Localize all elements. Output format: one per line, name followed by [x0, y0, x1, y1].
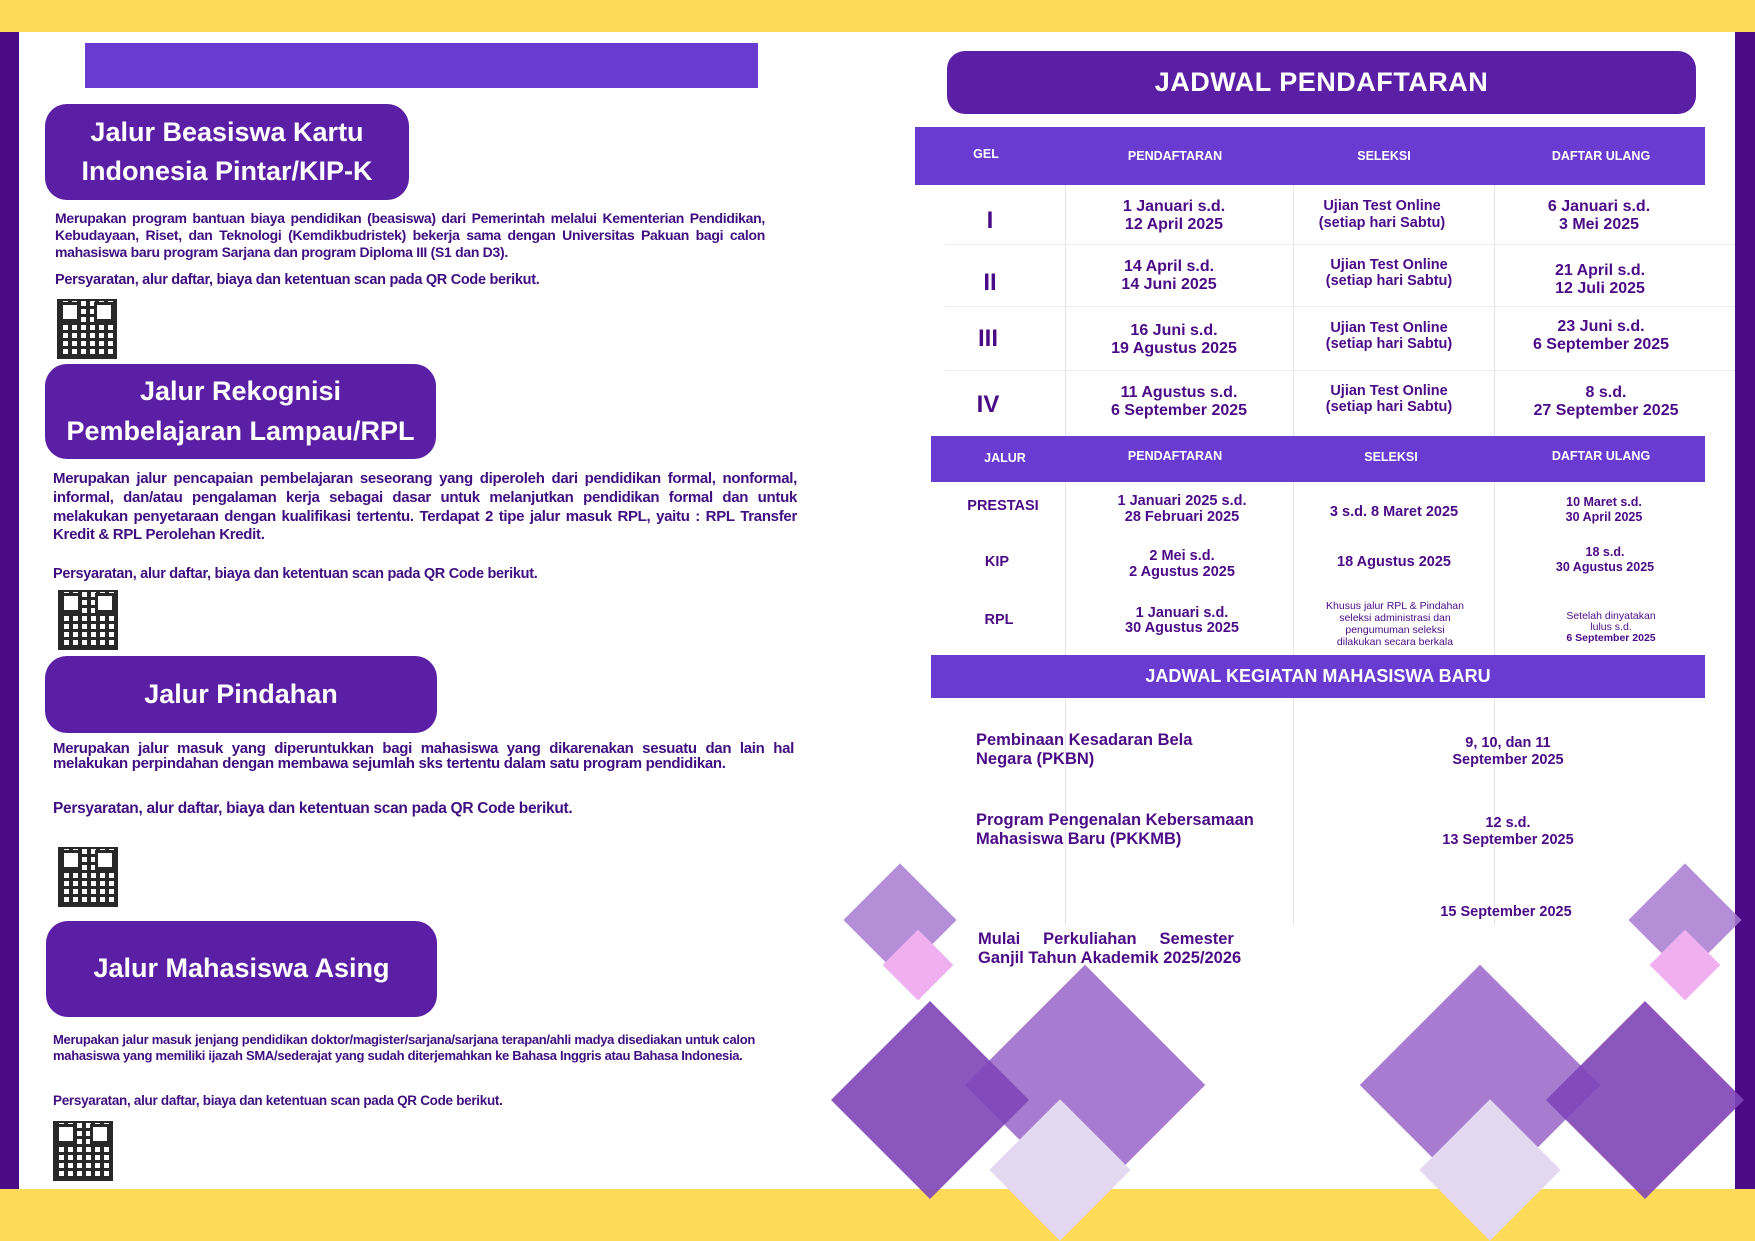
seleksi-note: seleksi administrasi dan [1339, 612, 1451, 624]
jalur-name: RPL [984, 612, 1014, 628]
activity-name: Mulai Perkuliahan Semester Ganjil Tahun Akademik 2025/2026 [978, 929, 1242, 967]
table-divider [1494, 185, 1495, 925]
seleksi-type: Ujian Test Online [1330, 320, 1448, 336]
daftar-ulang-end: 30 April 2025 [1565, 510, 1643, 524]
pendaftaran-start: 11 Agustus s.d. [1120, 384, 1238, 401]
jalur-name: KIP [984, 554, 1010, 570]
gel-number: IV [976, 391, 1000, 418]
left-edge-strip [0, 32, 19, 1189]
seleksi-note: pengumuman seleksi [1345, 624, 1445, 636]
daftar-ulang-note: lulus s.d. [1590, 621, 1632, 633]
pendaftaran-end: 2 Agustus 2025 [1129, 564, 1235, 580]
seleksi-note: Khusus jalur RPL & Pindahan [1326, 600, 1464, 612]
daftar-ulang-start: 6 Januari s.d. [1547, 198, 1651, 215]
daftar-ulang-end: 27 September 2025 [1533, 402, 1679, 419]
pendaftaran-start: 16 Juni s.d. [1130, 322, 1218, 339]
section-description-rpl: Merupakan jalur pencapaian pembelajaran seseorang yang diperoleh dari pendidikan formal, nonformal, informal, dan/atau pengalaman kerja sebagai dasar untuk melanjutkan pendidikan formal dan untuk melakukan penyetaraan dengan kualifikasi tertentu. Terdapat 2 tipe jalur masuk RPL, yaitu : RPL Transfer Kredit & RPL Perolehan Kredit. [53, 470, 797, 544]
activity-name: Pembinaan Kesadaran Bela Negara (PKBN) [976, 731, 1193, 768]
daftar-ulang-note: Setelah dinyatakan [1566, 610, 1656, 622]
qr-code-pindahan[interactable] [58, 847, 118, 907]
seleksi-type: Ujian Test Online [1323, 198, 1441, 214]
header-seleksi: SELEKSI [1357, 149, 1411, 163]
section-title-asing: Jalur Mahasiswa Asing [46, 921, 437, 1017]
pendaftaran-end: 30 Agustus 2025 [1125, 620, 1239, 636]
daftar-ulang-start: 10 Maret s.d. [1566, 495, 1642, 509]
daftar-ulang-note: 6 September 2025 [1566, 632, 1656, 644]
section-description-asing: Merupakan jalur masuk jenjang pendidikan doktor/magister/sarjana/sarjana terapan/ahli madya disediakan untuk calon mahasiswa yang memiliki ijazah SMA/sederajat yang sudah diterjemahkan ke Bahasa Inggris atau Bahasa Indonesia. [53, 1032, 755, 1063]
pendaftaran-start: 1 Januari s.d. [1135, 605, 1229, 621]
seleksi-type: Ujian Test Online [1330, 383, 1448, 399]
gel-number: I [986, 207, 994, 234]
seleksi-date: 3 s.d. 8 Maret 2025 [1329, 504, 1459, 520]
activities-title: JADWAL KEGIATAN MAHASISWA BARU [931, 655, 1705, 698]
daftar-ulang-end: 12 Juli 2025 [1555, 280, 1645, 297]
section-description-kip: Merupakan program bantuan biaya pendidikan (beasiswa) dari Pemerintah melalui Kementerian Pendidikan, Kebudayaan, Riset, dan Teknologi (Kemdikbudristek) bekerja sama dengan Universitas Pakuan bagi calon mahasiswa baru program Sarjana dan program Diploma III (S1 dan D3). [55, 210, 765, 260]
activity-date: 12 s.d. 13 September 2025 [1442, 815, 1574, 848]
qr-code-rpl[interactable] [58, 590, 118, 650]
section-title-pindahan: Jalur Pindahan [45, 656, 437, 733]
pendaftaran-start: 1 Januari 2025 s.d. [1117, 493, 1247, 509]
schedule-title: JADWAL PENDAFTARAN [947, 51, 1696, 114]
header-daftar-ulang: DAFTAR ULANG [1551, 449, 1651, 463]
daftar-ulang-end: 6 September 2025 [1532, 336, 1670, 353]
section-title-kip: Jalur Beasiswa Kartu Indonesia Pintar/KIP-K [45, 104, 409, 200]
daftar-ulang-start: 8 s.d. [1585, 384, 1627, 401]
header-seleksi: SELEKSI [1364, 450, 1418, 464]
qr-code-asing[interactable] [53, 1121, 113, 1181]
top-accent-bar [85, 43, 758, 88]
seleksi-note: dilakukan secara berkala [1336, 636, 1454, 648]
table2-header [931, 436, 1705, 482]
daftar-ulang-start: 23 Juni s.d. [1557, 318, 1645, 335]
activity-date: 9, 10, dan 11 September 2025 [1452, 735, 1564, 768]
daftar-ulang-end: 3 Mei 2025 [1558, 216, 1640, 233]
section-requirement-pindahan: Persyaratan, alur daftar, biaya dan ketentuan scan pada QR Code berikut. [53, 800, 573, 817]
jalur-name: PRESTASI [967, 498, 1039, 514]
table-row-line [945, 370, 1735, 371]
pendaftaran-end: 14 Juni 2025 [1121, 276, 1217, 293]
seleksi-note: (setiap hari Sabtu) [1325, 273, 1453, 289]
table-divider [1293, 185, 1294, 925]
gel-number: II [983, 269, 997, 296]
activity-date: 15 September 2025 [1440, 904, 1572, 920]
pendaftaran-end: 28 Februari 2025 [1124, 509, 1240, 525]
pendaftaran-end: 19 Agustus 2025 [1111, 340, 1237, 357]
daftar-ulang-end: 30 Agustus 2025 [1555, 560, 1655, 574]
seleksi-type: Ujian Test Online [1330, 257, 1448, 273]
pendaftaran-start: 14 April s.d. [1123, 258, 1215, 275]
seleksi-note: (setiap hari Sabtu) [1325, 336, 1453, 352]
seleksi-note: (setiap hari Sabtu) [1325, 399, 1453, 415]
right-edge-strip [1735, 32, 1755, 1189]
section-requirement-asing: Persyaratan, alur daftar, biaya dan ketentuan scan pada QR Code berikut. [53, 1093, 503, 1108]
table1-header [915, 127, 1705, 185]
daftar-ulang-start: 21 April s.d. [1554, 262, 1646, 279]
header-pendaftaran: PENDAFTARAN [1127, 149, 1223, 163]
daftar-ulang-start: 18 s.d. [1585, 545, 1625, 559]
table-row-line [945, 244, 1735, 245]
header-pendaftaran: PENDAFTARAN [1127, 449, 1223, 463]
table-row-line [945, 306, 1735, 307]
qr-code-kip[interactable] [57, 299, 117, 359]
activity-name: Program Pengenalan Kebersamaan Mahasiswa Baru (PKKMB) [976, 811, 1254, 848]
section-description-pindahan: Merupakan jalur masuk yang diperuntukkan bagi mahasiswa yang dikarenakan sesuatu dan lain hal melakukan perpindahan dengan membawa sejumlah sks tertentu dalam satu program pendidikan. [53, 740, 794, 772]
gel-number: III [977, 325, 999, 352]
header-gel: GEL [973, 147, 999, 161]
pendaftaran-end: 6 September 2025 [1110, 402, 1248, 419]
header-jalur: JALUR [984, 451, 1026, 465]
pendaftaran-end: 12 April 2025 [1124, 216, 1224, 233]
section-requirement-kip: Persyaratan, alur daftar, biaya dan ketentuan scan pada QR Code berikut. [55, 272, 540, 288]
seleksi-date: 18 Agustus 2025 [1337, 554, 1451, 570]
seleksi-note: (setiap hari Sabtu) [1318, 215, 1446, 231]
header-daftar-ulang: DAFTAR ULANG [1551, 149, 1651, 163]
section-requirement-rpl: Persyaratan, alur daftar, biaya dan ketentuan scan pada QR Code berikut. [53, 566, 538, 582]
pendaftaran-start: 1 Januari s.d. [1122, 198, 1226, 215]
section-title-rpl: Jalur Rekognisi Pembelajaran Lampau/RPL [45, 364, 436, 459]
pendaftaran-start: 2 Mei s.d. [1149, 548, 1215, 564]
